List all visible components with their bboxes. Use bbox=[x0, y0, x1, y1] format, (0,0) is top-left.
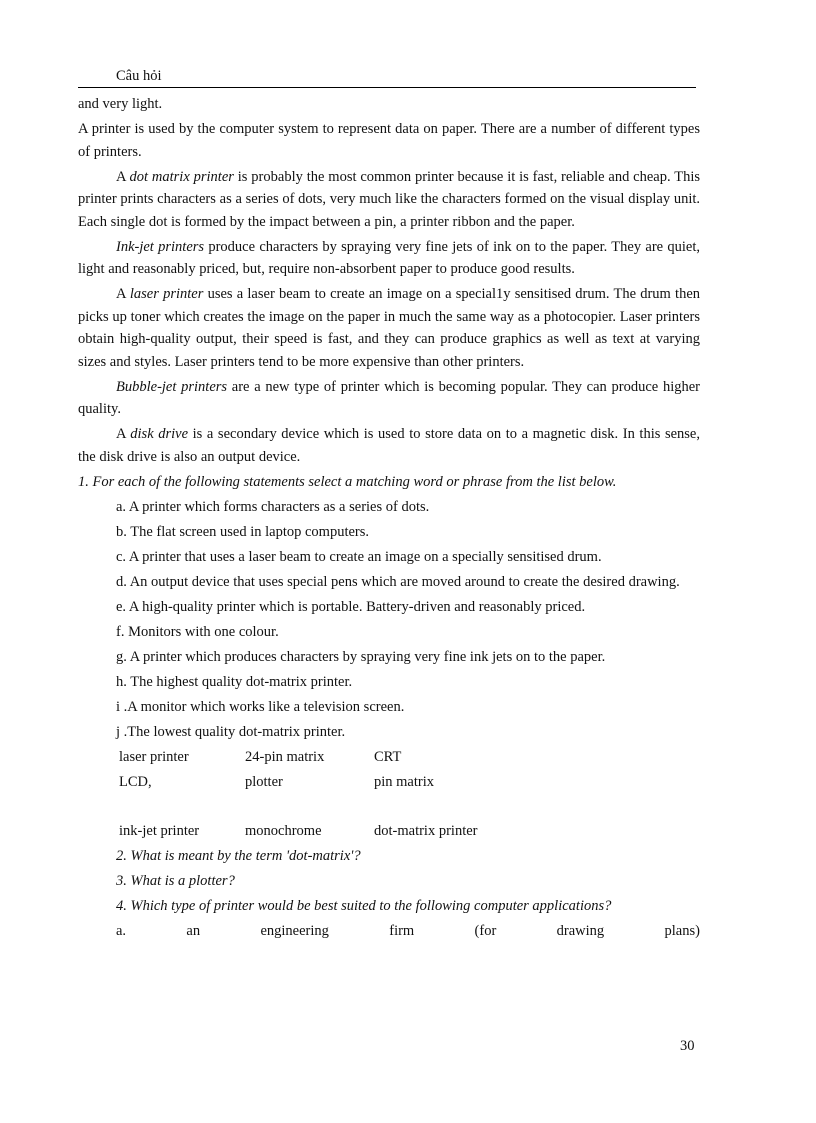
word-list-cell: laser printer bbox=[119, 748, 189, 765]
word-list-cell: CRT bbox=[374, 748, 402, 765]
header-rule bbox=[78, 87, 696, 88]
paragraph-printer-intro: A printer is used by the computer system to represent data on paper. There are a number of different types of printers. bbox=[78, 121, 700, 160]
question-2: 2. What is meant by the term 'dot-matrix'? bbox=[116, 847, 361, 864]
paragraph-dot-matrix-text: is probably the most common printer because it is fast, reliable and cheap. This printer prints characters as a series of dots, very much like the characters formed on the visual display unit. Each single dot is formed by the impact between a pin, a printer ribbon and the paper. bbox=[78, 168, 700, 230]
word-list-gap bbox=[119, 796, 700, 820]
word-list-cell: 24-pin matrix bbox=[245, 748, 325, 765]
statement-item: g. A printer which produces characters by spraying very fine ink jets on to the paper. bbox=[116, 648, 606, 665]
statement-item: j .The lowest quality dot-matrix printer. bbox=[116, 723, 346, 740]
page-header-title: Câu hỏi bbox=[116, 68, 162, 84]
word-list-cell: ink-jet printer bbox=[119, 822, 200, 839]
page-number: 30 bbox=[680, 1038, 695, 1054]
question-4a-line bbox=[78, 920, 700, 943]
term-laser-printer: laser printer bbox=[129, 286, 204, 302]
statement-item: b. The flat screen used in laptop computers. bbox=[116, 523, 370, 540]
term-bubble-jet-printers: Bubble-jet printers bbox=[116, 378, 228, 395]
statement-item: h. The highest quality dot-matrix printer. bbox=[116, 673, 353, 690]
question-4a-word: plans) bbox=[664, 922, 700, 939]
statement-item: a. A printer which forms characters as a series of dots. bbox=[116, 498, 430, 515]
word-list-cell: plotter bbox=[245, 773, 283, 790]
document-body bbox=[78, 93, 700, 942]
term-dot-matrix-printer: dot matrix printer bbox=[129, 168, 234, 185]
question-1-prompt: 1. For each of the following statements select a matching word or phrase from the list below. bbox=[78, 473, 617, 490]
statement-item: i .A monitor which works like a television screen. bbox=[116, 698, 405, 715]
paragraph-dot-matrix-pre: A bbox=[116, 168, 130, 185]
question-4a-word: an bbox=[186, 922, 201, 939]
statement-item: c. A printer that uses a laser beam to create an image on a specially sensitised drum. bbox=[116, 548, 602, 565]
statement-item: d. An output device that uses special pens which are moved around to create the desired drawing. bbox=[116, 573, 680, 590]
question-4a-word: drawing bbox=[556, 922, 605, 939]
question-4a-word: a. bbox=[116, 922, 127, 939]
paragraph-laser-text: uses a laser beam to create an image on a special1y sensitised drum. The drum then picks up toner which creates the image on the paper in much the same way as a photocopier. Laser printers obtain high-quality output, their speed is fast, and they can produce graphics as well as text at varying sizes and styles. Laser printers tend to be more expensive than other printers. bbox=[78, 286, 701, 370]
paragraph-bubble-jet-text: are a new type of printer which is becoming popular. They can produce higher quality. bbox=[78, 378, 700, 417]
paragraph-disk-drive-text: is a secondary device which is used to store data on to a magnetic disk. In this sense, the disk drive is also an output device. bbox=[78, 426, 700, 465]
paragraph-bubble-jet bbox=[78, 376, 700, 421]
word-list-row bbox=[119, 820, 700, 845]
word-list-table bbox=[119, 746, 700, 845]
question-3: 3. What is a plotter? bbox=[116, 872, 235, 889]
question-4: 4. Which type of printer would be best suited to the following computer applications? bbox=[116, 897, 612, 914]
word-list-row bbox=[119, 746, 700, 771]
question-4a-word: engineering bbox=[260, 922, 329, 939]
statement-item: f. Monitors with one colour. bbox=[116, 623, 279, 640]
word-list-cell: dot-matrix printer bbox=[374, 822, 478, 839]
word-list-cell: monochrome bbox=[245, 822, 322, 839]
paragraph-continuation: and very light. bbox=[78, 96, 163, 112]
question-4a-word: (for bbox=[474, 922, 497, 939]
paragraph-dot-matrix bbox=[78, 166, 700, 234]
paragraph-laser bbox=[78, 283, 700, 373]
word-list-cell: LCD, bbox=[119, 773, 152, 790]
word-list-cell: pin matrix bbox=[374, 773, 435, 790]
paragraph-ink-jet-text: produce characters by spraying very fine jets of ink on to the paper. They are quiet, light and reasonably priced, but, require non-absorbent paper to produce good results. bbox=[78, 238, 700, 277]
word-list-row bbox=[119, 771, 700, 796]
paragraph-disk-drive bbox=[78, 423, 700, 468]
term-ink-jet-printers: Ink-jet printers bbox=[116, 238, 205, 255]
statement-item: e. A high-quality printer which is portable. Battery-driven and reasonably priced. bbox=[116, 598, 586, 615]
paragraph-ink-jet bbox=[78, 236, 700, 281]
paragraph-disk-drive-pre: A bbox=[116, 426, 131, 442]
question-4a-word: firm bbox=[389, 922, 415, 939]
paragraph-laser-pre: A bbox=[116, 286, 130, 302]
term-disk-drive: disk drive bbox=[130, 426, 189, 442]
